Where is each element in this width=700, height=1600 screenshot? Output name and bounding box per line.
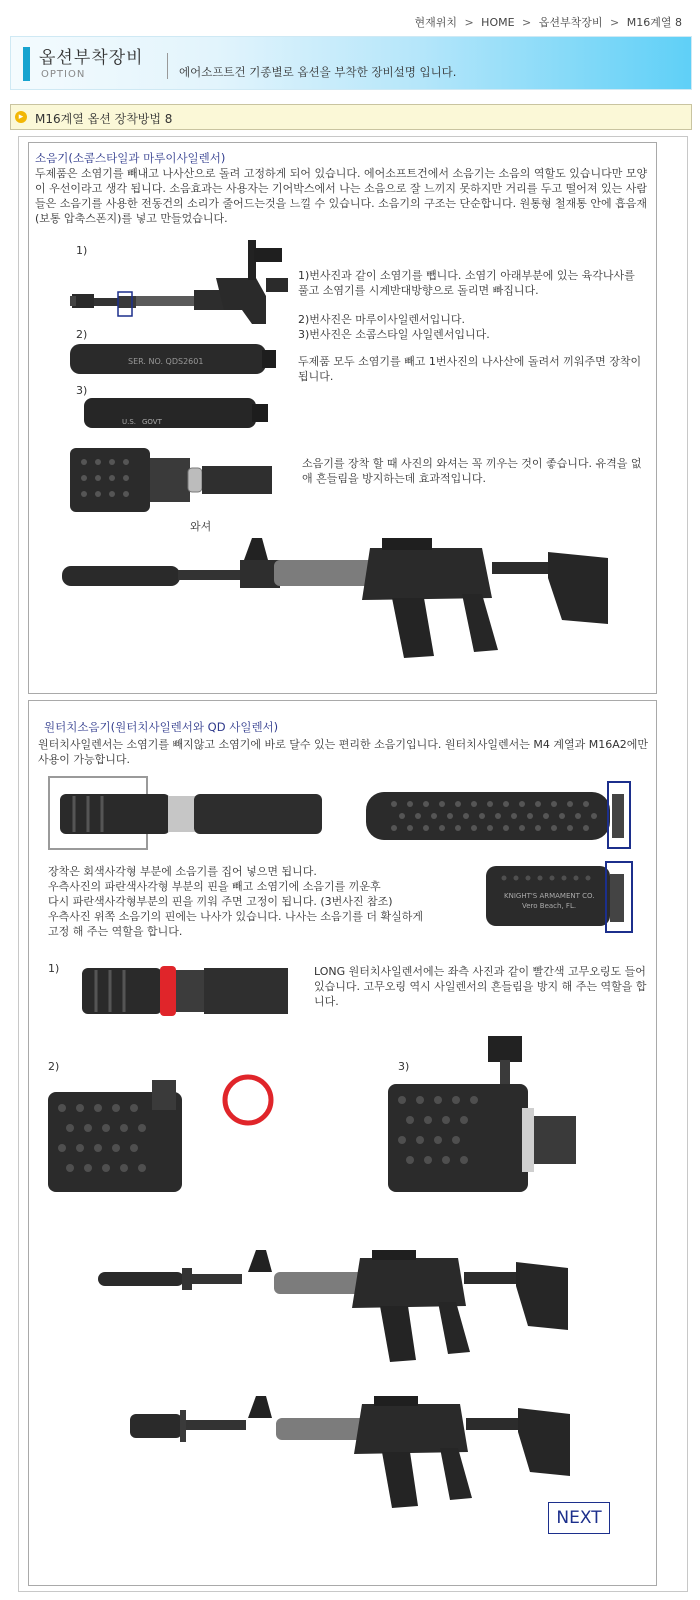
marui-silencer-photo bbox=[68, 342, 280, 376]
photo-label-3: 3) bbox=[76, 384, 88, 397]
kac-engraving: KNIGHT'S ARMAMENT CO. bbox=[504, 892, 595, 900]
instruction-line: 우측사진의 파란색사각형 부분의 핀을 빼고 소염기에 소음기를 끼운후 bbox=[48, 880, 381, 893]
section2-title: 원터치소음기(원터치사일렌서와 QD 사일렌서) bbox=[44, 720, 279, 734]
photo-label-3: 3) bbox=[398, 1060, 410, 1073]
banner-divider bbox=[167, 53, 168, 79]
photo-label-1: 1) bbox=[48, 962, 60, 975]
oring-note: LONG 원터치사일렌서에는 좌측 사진과 같이 빨간색 고무오링도 들어 있습니다. 고무오링 역시 사일렌서의 흔들림을 방지 해 주는 역할을 합니다. bbox=[314, 965, 647, 1008]
washer-closeup-photo bbox=[68, 444, 276, 516]
onetouch-silencer-photo bbox=[364, 780, 634, 850]
page-banner bbox=[10, 36, 692, 90]
qd-silencer-detail-photo bbox=[48, 1076, 194, 1192]
flash-hider-oring-photo bbox=[80, 960, 292, 1022]
red-oring-photo bbox=[220, 1072, 276, 1128]
step4-text: 두제품 모두 소염기를 빼고 1번사진의 나사산에 돌려서 끼워주면 장착이 됩니다. bbox=[298, 355, 642, 383]
instruction-line: 우측사진 위쪽 소음기의 핀에는 나사가 있습니다. 나사는 소음기를 더 확실하게 bbox=[48, 910, 423, 923]
breadcrumb-option-link[interactable]: 옵션부착장비 bbox=[538, 16, 603, 29]
section2-instructions bbox=[48, 864, 478, 939]
topic-bar bbox=[10, 104, 692, 130]
topic-title: M16계열 옵션 장착방법 8 bbox=[35, 112, 173, 126]
instruction-line: 다시 파란색사각형부분의 핀을 끼워 주면 고정이 됩니다. (3번사진 참조) bbox=[48, 895, 393, 908]
photo-label-2: 2) bbox=[76, 328, 88, 341]
chevron-right-icon: > bbox=[522, 16, 532, 29]
chevron-right-icon: > bbox=[464, 16, 474, 29]
step3-text: 3)번사진은 소콤스타일 사일렌서입니다. bbox=[298, 328, 490, 341]
m4-rifle-long-onetouch-photo bbox=[98, 1250, 572, 1380]
step1-text: 1)번사진과 같이 소염기를 뺍니다. 소염기 아래부분에 있는 육각나사를 풀고 소염기를 시계반대방향으로 돌리면 빠집니다. bbox=[298, 269, 635, 297]
silencer-engraving-govt: GOVT bbox=[142, 418, 162, 426]
page-title: 옵션부착장비 bbox=[39, 48, 144, 68]
m4-rifle-qd-silencer-photo bbox=[130, 1396, 576, 1526]
qd-silencer-photo bbox=[482, 860, 636, 936]
barrel-flash-hider-photo bbox=[66, 238, 290, 330]
silencer-engraving-us: U.S. bbox=[122, 418, 137, 426]
kac-engraving-location: Vero Beach, FL. bbox=[522, 902, 577, 910]
silencer-engraving: SER. NO. QDS2601 bbox=[128, 357, 204, 366]
instruction-line: 고정 해 주는 역할을 합니다. bbox=[48, 925, 183, 938]
arrow-bullet-icon: ▸ bbox=[15, 111, 27, 123]
section2-intro: 원터치사일렌서는 소염기를 빼지않고 소염기에 바로 달수 있는 편리한 소음기입니다. 원터치사일렌서는 M4 계열과 M16A2에만 사용이 가능합니다. bbox=[38, 738, 648, 766]
flash-hider-grey-box-photo bbox=[48, 776, 326, 850]
photo-label-2: 2) bbox=[48, 1060, 60, 1073]
banner-accent-bar bbox=[23, 47, 30, 81]
qd-silencer-pin-photo bbox=[388, 1036, 580, 1194]
socom-silencer-photo bbox=[82, 396, 274, 430]
breadcrumb-home-link[interactable]: HOME bbox=[481, 16, 515, 29]
step2-text: 2)번사진은 마루이사일렌서입니다. bbox=[298, 313, 466, 326]
page-subtitle: OPTION bbox=[41, 69, 86, 80]
photo-label-1: 1) bbox=[76, 244, 88, 257]
instruction-line: 장착은 회색사각형 부분에 소음기를 집어 넣으면 됩니다. bbox=[48, 865, 317, 878]
section1-title: 소음기(소콤스타일과 마루이사일렌서) bbox=[35, 151, 226, 165]
m4-rifle-with-silencer-photo bbox=[62, 538, 608, 684]
washer-label: 와셔 bbox=[190, 520, 212, 533]
page-description: 에어소프트건 기종별로 옵션을 부착한 장비설명 입니다. bbox=[179, 65, 457, 79]
section1-intro: 두제품은 소염기를 빼내고 나사산으로 돌려 고정하게 되어 있습니다. 에어소프트건에서 소음기는 소음의 역할도 있습니다만 모양이 우선이라고 생각 됩니다. 소음효과는 사용자는 기어박스에서 나는 소음으로 잘 느끼지 못하지만 거리를 두고 떨어져 있는 사람들은 소음기를 사용한 전동건의 소리가 줄어드는것을 느낄 수 있습니다. 소음기의 구조는 단순합니다. 원통형 철재통 안에 흡음재(보통 압축스폰지)를 넣고 만들었습니다. bbox=[35, 167, 648, 225]
washer-note: 소음기를 장착 할 때 사진의 와셔는 꼭 끼우는 것이 좋습니다. 유격을 없애 흔들림을 방지하는데 효과적입니다. bbox=[302, 457, 642, 485]
next-button[interactable]: NEXT bbox=[548, 1502, 610, 1534]
breadcrumb-current: M16계열 8 bbox=[626, 16, 682, 29]
chevron-right-icon: > bbox=[610, 16, 620, 29]
breadcrumb bbox=[414, 14, 682, 30]
breadcrumb-location-label: 현재위치 bbox=[414, 16, 457, 29]
